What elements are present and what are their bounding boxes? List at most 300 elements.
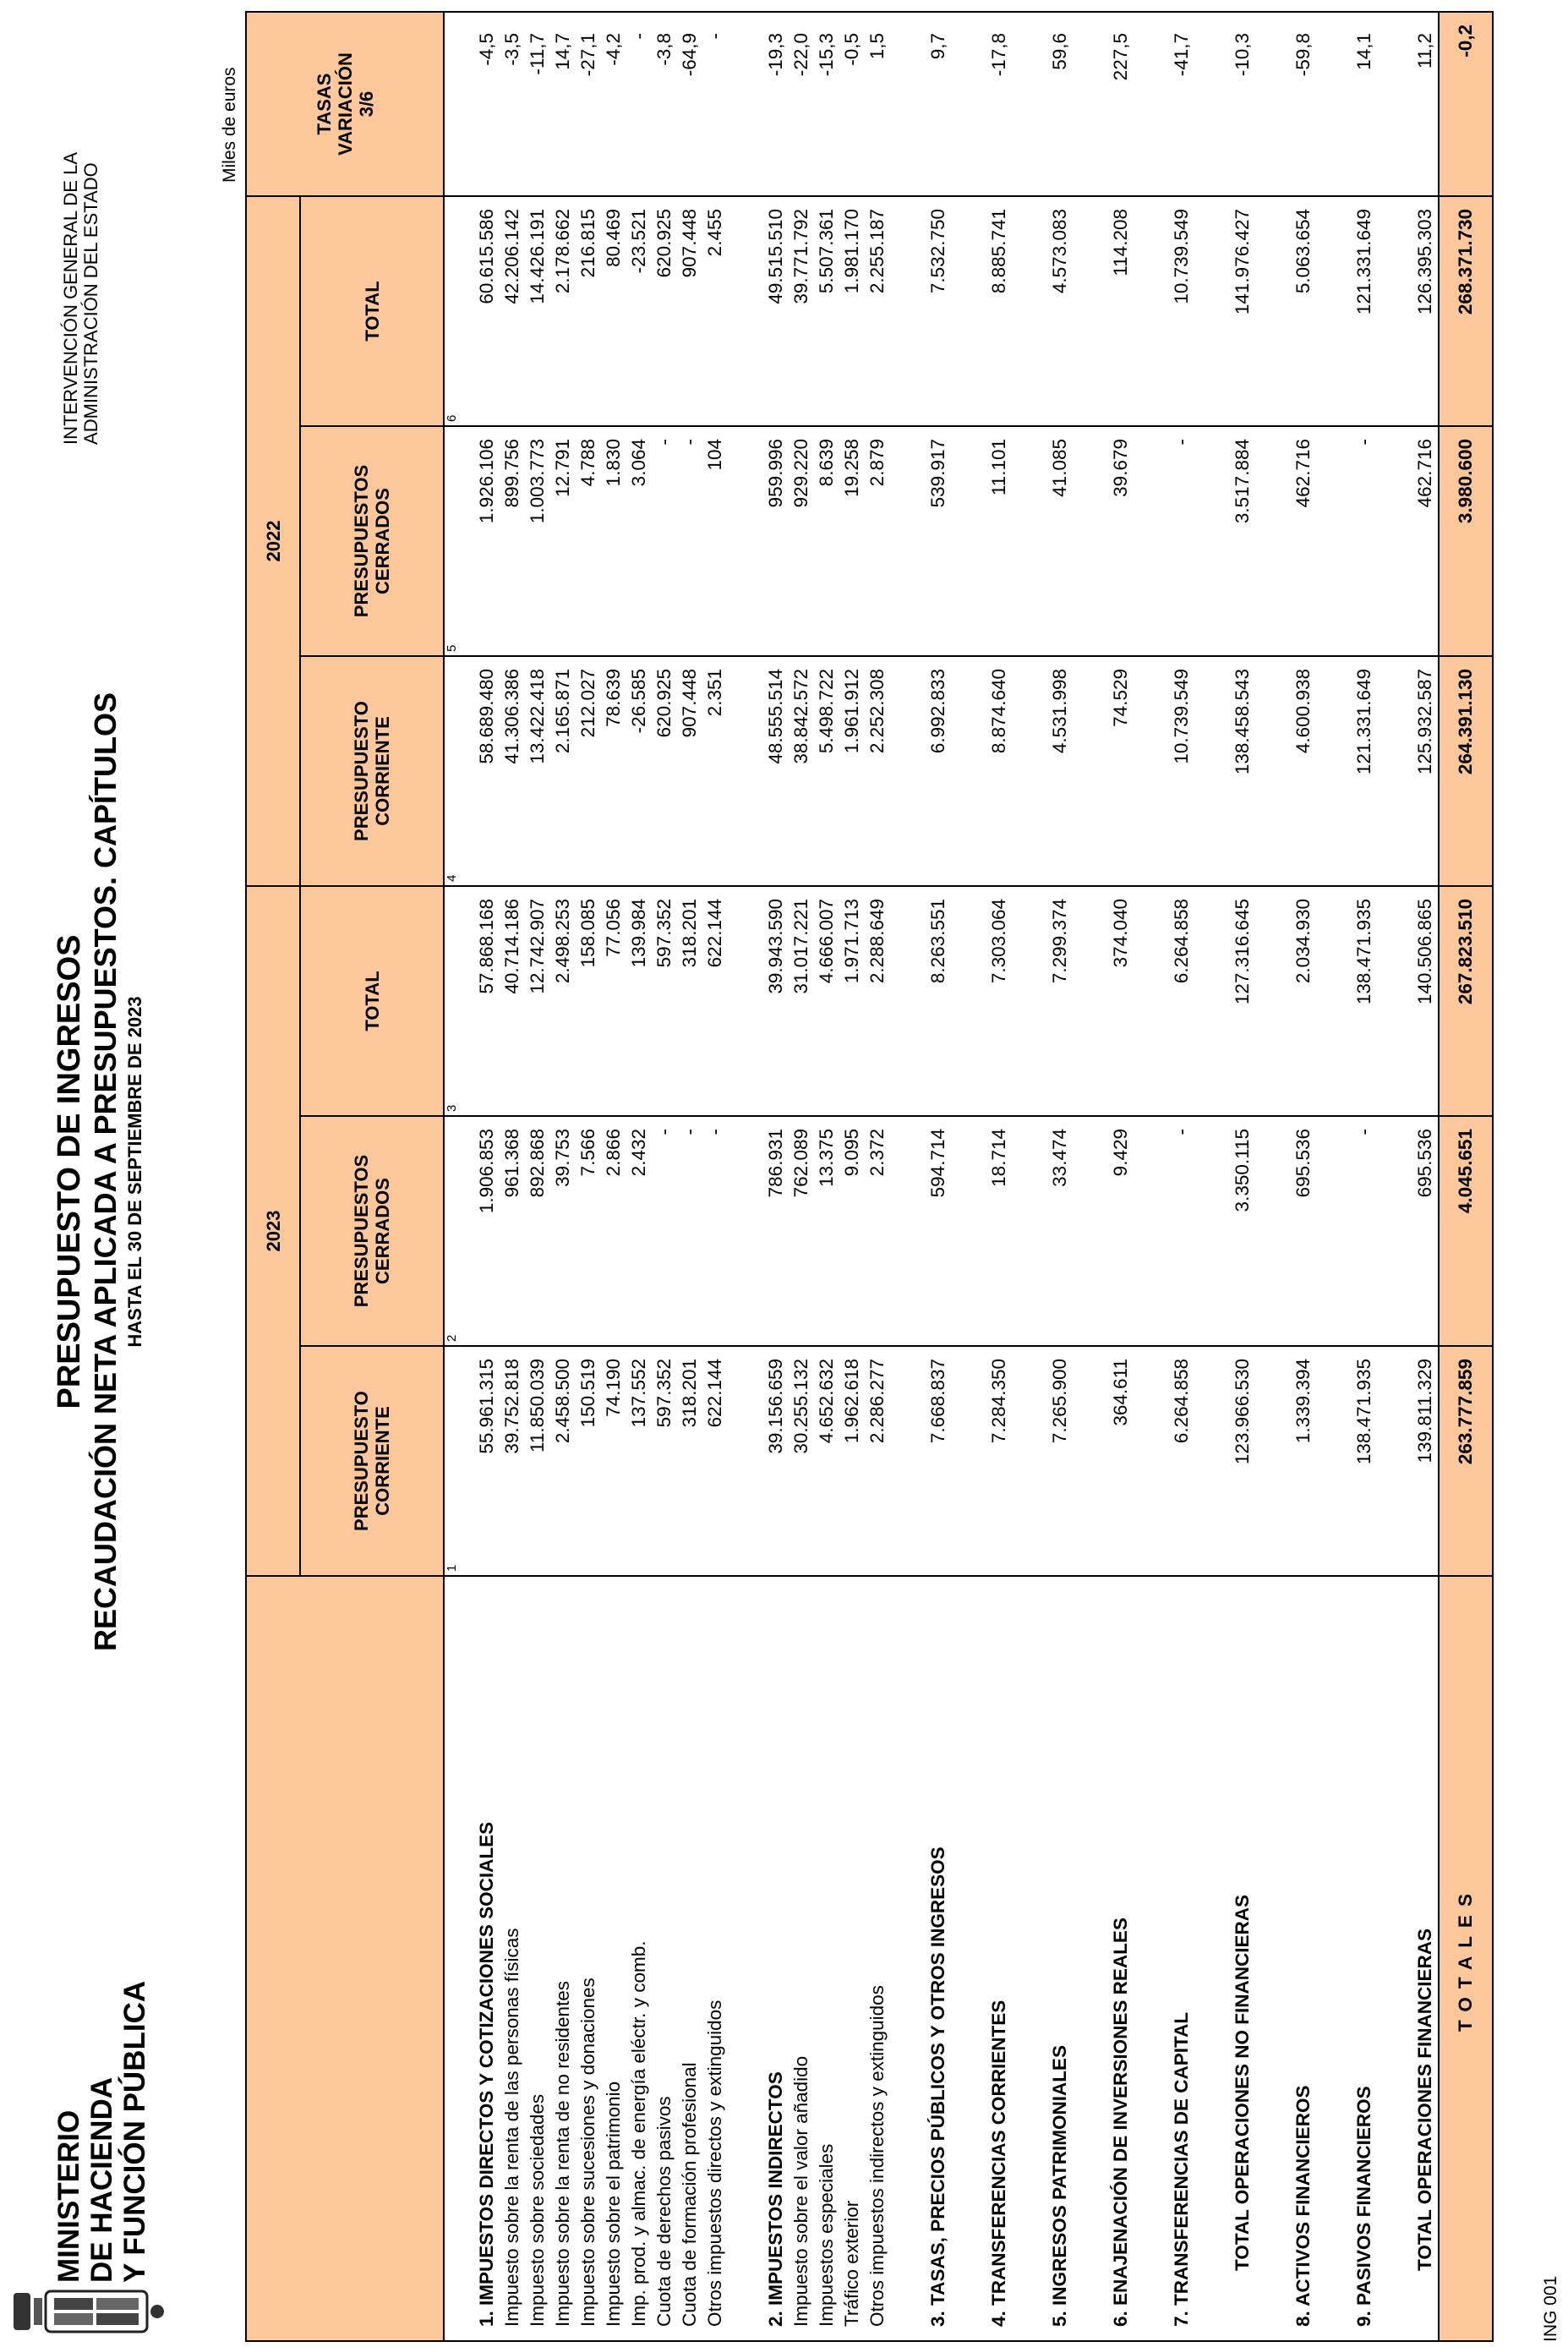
row-value: 597.352 [653,899,675,968]
row-value: - [628,33,649,40]
row-label: Impuesto sobre la renta de las personas físicas [501,1928,522,2327]
row-value: 620.925 [653,209,675,278]
row-value: 2.432 [628,1129,649,1177]
group-spacer [951,899,986,1115]
title-sub: RECAUDACIÓN NETA APLICADA A PRESUPUESTOS. CAPÍTULOS [88,692,123,1652]
row-value: -3,8 [653,33,675,66]
group-spacer [1255,669,1291,885]
column-number: 5 [444,426,459,656]
row-value: 9.429 [1110,1129,1131,1177]
row-value: 138.471.935 [1353,1359,1374,1465]
row-label: 1. IMPUESTOS DIRECTOS Y COTIZACIONES SOCIALES [476,1821,497,2327]
units-label: Miles de euros [220,67,239,183]
row-value: 114.208 [1110,209,1131,276]
row-value: 929.220 [790,439,811,508]
row-value: 5.063.654 [1292,209,1314,294]
group-spacer [1134,1129,1169,1345]
header-tasas [246,12,444,196]
ministry-line: Y FUNCIÓN PÚBLICA [118,1980,151,2283]
row-value: 1.003.773 [527,439,548,524]
row-value: 33.474 [1049,1129,1070,1187]
row-value: 49.515.510 [765,209,786,304]
row-value: -27,1 [577,33,598,77]
row-label: 4. TRANSFERENCIAS CORRIENTES [988,2000,1009,2327]
group-spacer [1316,1129,1352,1345]
row-value: 4.788 [577,439,598,487]
row-value: 2.498.253 [552,899,573,984]
row-value: 39.752.818 [501,1359,522,1454]
row-value: 30.255.132 [790,1359,811,1454]
row-value: 212.027 [577,669,598,738]
row-value: 6.264.858 [1171,1359,1192,1444]
row-label: Impuesto sobre el patrimonio [603,2081,624,2327]
row-value: 78.639 [603,669,624,727]
row-value: 6.264.858 [1171,899,1192,984]
group-spacer [1073,1129,1108,1345]
header-cerrados-2023: PRESUPUESTOS CERRADOS [300,1116,444,1346]
group-spacer [951,209,986,425]
row-value: 762.089 [790,1129,811,1198]
row-value: 77.056 [603,899,624,957]
row-value: -4,5 [476,33,497,66]
row-value: 41.306.386 [501,669,522,764]
row-value: 7.303.064 [988,899,1009,984]
row-label: 2. IMPUESTOS INDIRECTOS [765,2071,786,2327]
group-spacer [1012,1359,1047,1575]
row-value: 318.201 [679,1359,700,1428]
column-number: 1 [444,1346,459,1576]
row-label: Impuesto sobre el valor añadido [790,2055,811,2327]
row-value: 137.552 [628,1359,649,1428]
group-spacer [1012,1577,1047,2327]
row-value: 127.316.645 [1232,899,1253,1005]
row-label: Otros impuestos indirectos y extinguidos [866,1985,888,2327]
group-spacer [890,209,926,425]
header-tasas-line: TASAS [313,73,335,135]
row-value: 959.996 [765,439,786,508]
group-spacer [1073,1359,1108,1575]
row-label: 8. ACTIVOS FINANCIEROS [1292,2085,1314,2327]
row-value: 140.506.865 [1414,899,1435,1005]
group-spacer [1377,1577,1412,2327]
header-corriente-2022: PRESUPUESTO CORRIENTE [300,656,444,886]
row-label: 3. TASAS, PRECIOS PÚBLICOS Y OTROS INGRESOS [927,1846,948,2327]
data-body-row [459,12,1439,2341]
row-value: 125.932.587 [1414,669,1435,775]
row-value: 3.350.115 [1232,1129,1253,1212]
row-value: 7.299.374 [1049,899,1070,984]
group-spacer [951,33,986,195]
group-spacer [890,1129,926,1345]
row-value: -64,9 [679,33,700,77]
row-value: 80.469 [603,209,624,267]
row-value: 1.962.618 [841,1359,862,1444]
header-total-2022: TOTAL [300,196,444,426]
row-value: 2.286.277 [866,1359,888,1444]
row-value: 123.966.530 [1232,1359,1253,1465]
group-spacer [1134,33,1169,195]
row-value: -23.521 [628,209,649,274]
footer-code: ING 001 [1541,2275,1560,2342]
row-value: 2.252.308 [866,669,888,754]
row-value: 4.600.938 [1292,669,1314,754]
total-value: 267.823.510 [1439,886,1493,1116]
row-value: 1.926.106 [476,439,497,524]
row-value: -10,3 [1232,33,1253,77]
row-value: - [1171,1129,1192,1135]
row-value: 907.448 [679,209,700,278]
row-value: -17,8 [988,33,1009,77]
row-value: 139.984 [628,899,649,968]
group-spacer [1012,33,1047,195]
row-value: 12.791 [552,439,573,497]
row-value: 11.850.039 [527,1359,548,1453]
header-year-2023: 2023 [246,886,300,1576]
column-number: 4 [444,656,459,886]
row-value: 4.652.632 [816,1359,837,1444]
group-spacer [728,33,763,195]
row-value: 74.190 [603,1359,624,1417]
group-spacer [1194,1359,1230,1575]
group-spacer [1255,1129,1291,1345]
row-label: TOTAL OPERACIONES NO FINANCIERAS [1232,1894,1253,2271]
header-corriente-2023: PRESUPUESTO CORRIENTE [300,1346,444,1576]
row-value: - [704,1129,725,1135]
row-value: 7.668.837 [927,1359,948,1444]
row-value: - [653,1129,675,1135]
group-spacer [1073,669,1108,885]
group-spacer [1134,209,1169,425]
row-value: 4.666.007 [816,899,837,984]
group-spacer [1012,899,1047,1115]
group-spacer [1316,439,1352,655]
row-value: 597.352 [653,1359,675,1428]
group-spacer [951,1359,986,1575]
value-column-corriente-2022 [459,656,1439,886]
row-value: 961.368 [501,1129,522,1198]
row-value: 57.868.168 [476,899,497,994]
row-value: 4.573.083 [1049,209,1070,294]
row-value: 2.455 [704,209,725,257]
row-label: Tráfico exterior [841,2200,862,2327]
row-value: 31.017.221 [790,899,811,994]
row-value: 14,1 [1353,33,1374,70]
row-label: Impuesto sobre sucesiones y donaciones [577,1978,598,2327]
row-value: 7.566 [577,1129,598,1177]
row-value: 622.144 [704,899,725,968]
coat-of-arms-icon [8,2288,169,2335]
row-value: 12.742.907 [527,899,548,994]
row-value: - [679,439,700,446]
group-spacer [1073,33,1108,195]
group-spacer [890,1577,926,2327]
group-spacer [1134,1359,1169,1575]
header-tasas-line: 3/6 [355,90,377,118]
row-value: 138.471.935 [1353,899,1374,1005]
row-value: 104 [704,439,725,471]
row-value: 8.639 [816,439,837,487]
row-label: Cuota de formación profesional [679,2062,700,2327]
row-value: 139.811.329 [1414,1359,1435,1463]
row-value: 374.040 [1110,899,1131,968]
row-value: 620.925 [653,669,675,738]
row-value: 2.879 [866,439,888,487]
group-spacer [1316,899,1352,1115]
row-label: TOTAL OPERACIONES FINANCIERAS [1414,1928,1435,2271]
row-value: 2.034.930 [1292,899,1314,984]
row-value: 539.917 [927,439,948,508]
title-main: PRESUPUESTO DE INGRESOS [52,934,87,1409]
row-value: 8.263.551 [927,899,948,984]
total-value: 268.371.730 [1439,196,1493,426]
row-value: -0,5 [841,33,862,66]
group-spacer [890,33,926,195]
row-value: 594.714 [927,1129,948,1198]
row-label: Imp. prod. y almac. de energía eléctr. y comb. [628,1940,649,2327]
row-value: 5.507.361 [816,209,837,294]
row-value: 121.331.649 [1353,669,1374,775]
header-cerrados-2022: PRESUPUESTOS CERRADOS [300,426,444,656]
row-value: 9,7 [927,33,948,60]
group-spacer [1012,669,1047,885]
group-spacer [728,1577,763,2327]
row-value: 1.906.853 [476,1129,497,1214]
total-value: 264.391.130 [1439,656,1493,886]
row-value: -26.585 [628,669,649,734]
group-spacer [1377,209,1412,425]
row-value: -59,8 [1292,33,1314,77]
row-value: 14,7 [552,33,573,70]
group-spacer [1073,1577,1108,2327]
row-value: - [653,439,675,446]
total-value: 263.777.859 [1439,1346,1493,1576]
ministry-line: MINISTERIO [52,2109,85,2283]
group-spacer [890,669,926,885]
row-value: 2.372 [866,1129,888,1177]
title-date: HASTA EL 30 DE SEPTIEMBRE DE 2023 [124,996,145,1348]
column-number: 2 [444,1116,459,1346]
group-spacer [1255,209,1291,425]
row-value: 786.931 [765,1129,786,1198]
group-spacer [1194,669,1230,885]
row-value: 150.519 [577,1359,598,1428]
totals-label: TOTALES [1439,1576,1493,2341]
row-label: Otros impuestos directos y extinguidos [704,2000,725,2327]
row-label: Impuesto sobre sociedades [527,2093,548,2327]
group-spacer [1377,899,1412,1115]
row-value: - [1353,439,1374,446]
row-value: 216.815 [577,209,598,278]
row-value: 11,2 [1414,33,1435,69]
row-value: 3.517.884 [1232,439,1253,524]
row-value: 138.458.543 [1232,669,1253,775]
row-value: 39.771.792 [790,209,811,304]
row-value: 7.284.350 [988,1359,1009,1444]
group-spacer [728,669,763,885]
header-tasas-line: VARIACIÓN [334,52,356,156]
ministry-name [52,1981,151,2283]
row-value: 2.351 [704,669,725,717]
header-concept [246,1576,444,2341]
row-value: 13.422.418 [527,669,548,764]
row-value: 9.095 [841,1129,862,1177]
concept-column [459,1576,1439,2341]
group-spacer [1194,33,1230,195]
row-value: 10.739.549 [1171,669,1192,764]
row-value: 8.885.741 [988,209,1009,294]
row-value: 39.943.590 [765,899,786,994]
row-value: 39.753 [552,1129,573,1187]
row-value: 1.981.170 [841,209,862,294]
ministry-line: DE HACIENDA [85,2076,118,2283]
group-spacer [1134,1577,1169,2327]
group-spacer [951,669,986,885]
agency-line: ADMINISTRACIÓN DEL ESTADO [80,162,101,445]
row-value: 2.866 [603,1129,624,1177]
value-column-total-2022 [459,196,1439,426]
row-value: 622.144 [704,1359,725,1428]
row-value: 6.992.833 [927,669,948,754]
totals-row [1439,12,1493,2341]
row-value: 59,6 [1049,33,1070,70]
value-column-total-2023 [459,886,1439,1116]
total-value: 4.045.651 [1439,1116,1493,1346]
row-value: 42.206.142 [501,209,522,304]
row-value: 695.536 [1292,1129,1314,1198]
group-spacer [951,439,986,655]
row-value: 58.689.480 [476,669,497,764]
group-spacer [951,1577,986,2327]
group-spacer [1255,439,1291,655]
row-value: 11.101 [988,439,1009,496]
row-value: 695.536 [1414,1129,1435,1198]
group-spacer [1316,33,1352,195]
row-value: - [679,1129,700,1135]
row-value: -41,7 [1171,33,1192,77]
row-value: -22,0 [790,33,811,77]
row-value: 8.874.640 [988,669,1009,754]
row-value: 121.331.649 [1353,209,1374,315]
row-value: -4,2 [603,33,624,66]
group-spacer [1012,1129,1047,1345]
row-value: 3.064 [628,439,649,487]
total-value: -0,2 [1439,12,1493,196]
row-value: 892.868 [527,1129,548,1198]
row-value: 5.498.722 [816,669,837,754]
row-label: Impuestos especiales [816,2143,837,2327]
row-value: 14.426.191 [527,209,548,304]
row-value: 74.529 [1110,669,1131,727]
value-column-cerrados-2022 [459,426,1439,656]
row-value: 364.611 [1110,1359,1131,1426]
group-spacer [1194,1577,1230,2327]
group-spacer [1255,899,1291,1115]
agency-line: INTERVENCIÓN GENERAL DE LA [60,152,81,445]
row-value: 141.976.427 [1232,209,1253,315]
row-value: -3,5 [501,33,522,66]
column-number-row [444,12,459,2341]
group-spacer [1134,439,1169,655]
row-value: -19,3 [765,33,786,77]
row-value: 1.339.394 [1292,1359,1314,1444]
group-spacer [1194,439,1230,655]
row-value: - [704,33,725,40]
group-spacer [1194,209,1230,425]
row-value: 13.375 [816,1129,837,1187]
row-value: 60.615.586 [476,209,497,304]
group-spacer [1134,669,1169,885]
row-value: 10.739.549 [1171,209,1192,304]
group-spacer [1377,439,1412,655]
group-spacer [1377,33,1412,195]
row-value: -11,7 [527,33,548,75]
group-spacer [1012,209,1047,425]
header-total-2023: TOTAL [300,886,444,1116]
group-spacer [1073,209,1108,425]
group-spacer [1194,899,1230,1115]
row-value: 462.716 [1414,439,1435,508]
group-spacer [1377,1129,1412,1345]
group-spacer [728,899,763,1115]
group-spacer [728,439,763,655]
row-value: 158.085 [577,899,598,968]
row-label: Cuota de derechos pasivos [653,2096,675,2327]
row-value: 2.458.500 [552,1359,573,1444]
group-spacer [1377,669,1412,885]
row-value: 19.258 [841,439,862,497]
row-value: 39.679 [1110,439,1131,497]
header-year-2022: 2022 [246,196,300,886]
row-value: 318.201 [679,899,700,968]
group-spacer [728,1129,763,1345]
group-spacer [1134,899,1169,1115]
row-value: 41.085 [1049,439,1070,497]
row-label: 5. INGRESOS PATRIMONIALES [1049,2045,1070,2327]
group-spacer [1255,1577,1291,2327]
value-column-cerrados-2023 [459,1116,1439,1346]
row-value: 462.716 [1292,439,1314,508]
row-value: 1.961.912 [841,669,862,754]
group-spacer [1012,439,1047,655]
row-value: 126.395.303 [1414,209,1435,315]
group-spacer [1316,209,1352,425]
row-value: 1,5 [866,33,888,60]
row-label: Impuesto sobre la renta de no residentes [552,1981,573,2327]
report-title [51,555,147,1789]
row-value: 55.961.315 [476,1359,497,1454]
row-value: - [1171,439,1192,446]
row-value: 227,5 [1110,33,1131,81]
row-value: 2.165.871 [552,669,573,754]
row-value: 2.288.649 [866,899,888,984]
group-spacer [1073,439,1108,655]
row-value: - [1353,1129,1374,1135]
value-column-corriente-2023 [459,1346,1439,1576]
group-spacer [728,209,763,425]
column-number: 6 [444,196,459,426]
group-spacer [1316,1577,1352,2327]
row-label: 6. ENAJENACIÓN DE INVERSIONES REALES [1110,1918,1131,2327]
row-value: 48.555.514 [765,669,786,764]
group-spacer [890,899,926,1115]
row-label: 9. PASIVOS FINANCIEROS [1353,2086,1374,2327]
row-value: 4.531.998 [1049,669,1070,754]
row-label: 7. TRANSFERENCIAS DE CAPITAL [1171,2011,1192,2327]
row-value: 39.156.659 [765,1359,786,1454]
group-spacer [1194,1129,1230,1345]
row-value: 2.178.662 [552,209,573,294]
row-value: 40.714.186 [501,899,522,994]
